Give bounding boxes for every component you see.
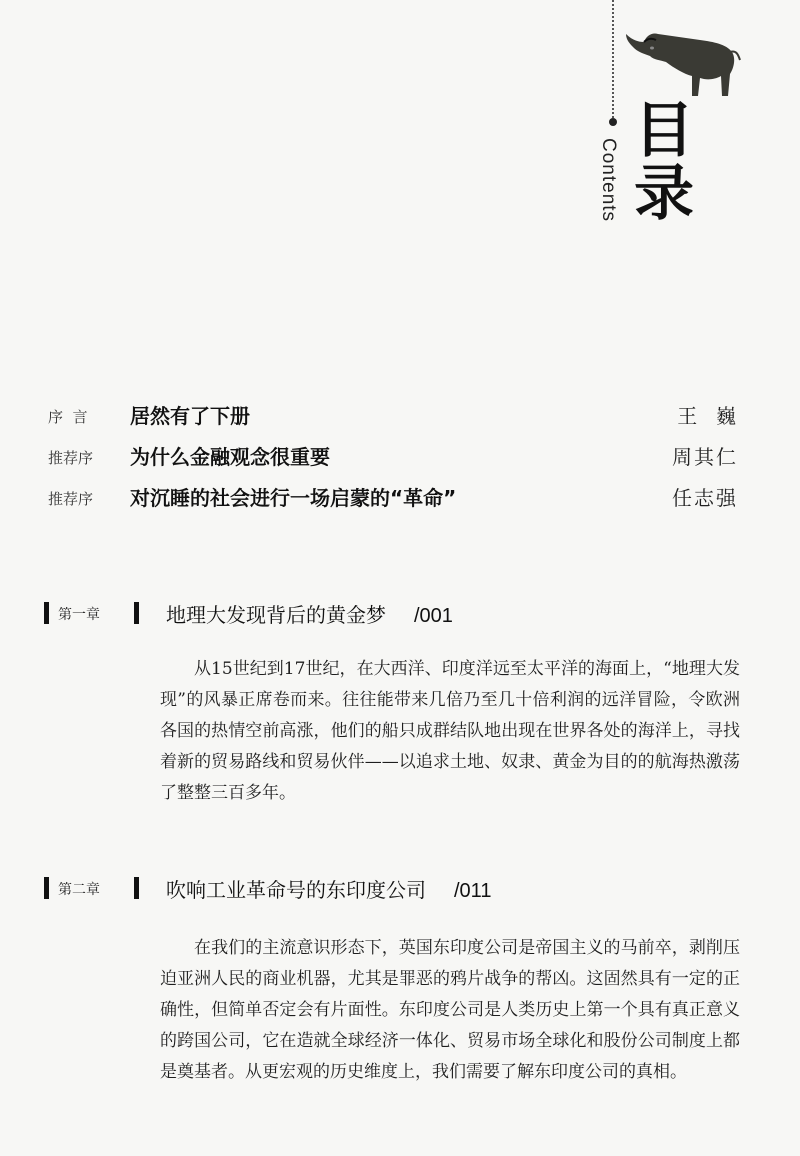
preface-label: 推荐序 xyxy=(48,490,94,508)
chapter-page-number: /011 xyxy=(454,880,492,902)
chapter-heading[interactable] xyxy=(44,875,744,903)
chapter-title xyxy=(166,599,453,628)
chapter-title-text: 吹响工业革命号的东印度公司 xyxy=(166,878,426,902)
chapter-summary: 在我们的主流意识形态下，英国东印度公司是帝国主义的马前卒，剥削压迫亚洲人民的商业机器，尤其是罪恶的鸦片战争的帮凶。这固然具有一定的正确性，但简单否定会有片面性。东印度公司是人类历史上第一个具有真正意义的跨国公司，它在造就全球经济一体化、贸易市场全球化和股份公司制度上都是奠基者。从更宏观的历史维度上，我们需要了解东印度公司的真相。 xyxy=(160,938,740,1082)
title-char: 录 xyxy=(634,159,694,229)
chapter-bar-left xyxy=(44,602,49,624)
preface-author: 周其仁 xyxy=(672,445,738,469)
divider-dot xyxy=(609,118,617,126)
chapter-bar-right xyxy=(134,602,139,624)
preface-author: 任志强 xyxy=(672,486,738,510)
chapter-label: 第二章 xyxy=(58,882,100,898)
preface-label: 推荐序 xyxy=(48,449,94,467)
preface-list xyxy=(48,398,748,521)
contents-label: Contents xyxy=(598,138,619,223)
chapter-page-number: /001 xyxy=(414,605,453,627)
preface-title: 为什么金融观念很重要 xyxy=(130,445,330,469)
preface-row[interactable] xyxy=(48,398,748,439)
chapter-title-text: 地理大发现背后的黄金梦 xyxy=(166,603,386,627)
title-char: 目 xyxy=(634,96,694,166)
chapter-title xyxy=(166,874,491,903)
chapter-bar-left xyxy=(44,877,49,899)
dotted-divider xyxy=(612,0,614,118)
chapter-label: 第一章 xyxy=(58,607,100,623)
preface-title: 居然有了下册 xyxy=(130,404,250,428)
preface-label: 序 言 xyxy=(48,408,88,426)
preface-author: 王 巍 xyxy=(677,404,738,428)
chapter-summary: 从15世纪到17世纪，在大西洋、印度洋远至太平洋的海面上，“地理大发现”的风暴正席卷而来。往往能带来几倍乃至几十倍利润的远洋冒险，令欧洲各国的热情空前高涨，他们的船只成群结队地出现在世界各处的海洋上，寻找着新的贸易路线和贸易伙伴——以追求土地、奴隶、黄金为目的的航海热激荡了整整三百多年。 xyxy=(160,659,740,803)
preface-row[interactable] xyxy=(48,439,748,480)
preface-title: 对沉睡的社会进行一场启蒙的“革命” xyxy=(130,486,457,510)
ox-sculpture-icon xyxy=(622,26,742,102)
chapter-bar-right xyxy=(134,877,139,899)
chapter-heading[interactable] xyxy=(44,600,744,628)
preface-row[interactable] xyxy=(48,480,748,521)
page-title xyxy=(634,96,714,229)
